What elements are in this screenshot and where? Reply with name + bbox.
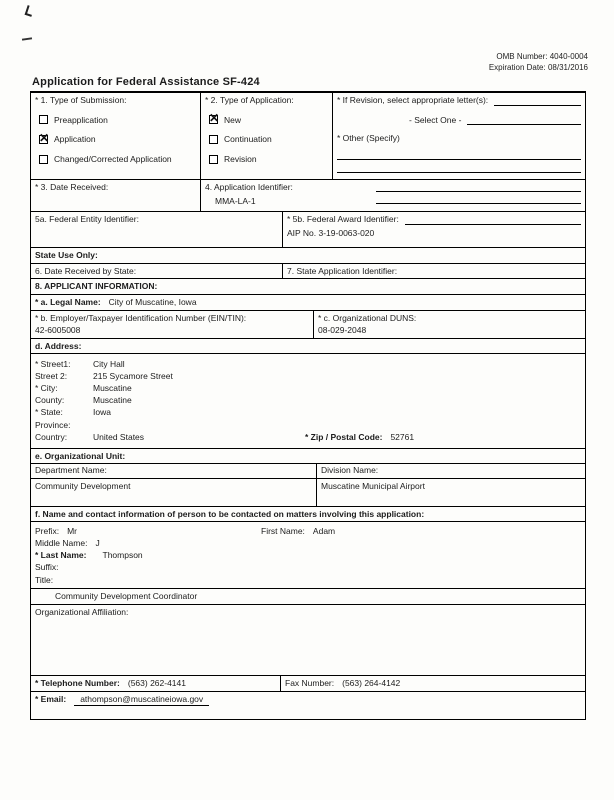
- revision-select[interactable]: - Select One -: [409, 114, 462, 125]
- row-address-header: [31, 339, 585, 355]
- province-label: Province:: [35, 419, 71, 430]
- checkbox-application[interactable]: [39, 131, 196, 146]
- fax-value: (563) 264-4142: [342, 678, 401, 689]
- prefix-value: Mr: [67, 525, 78, 536]
- checkbox-label: Application: [54, 134, 96, 145]
- type-of-application-cell: [201, 93, 333, 179]
- country-label: Country:: [35, 431, 68, 442]
- row-type: [31, 93, 585, 180]
- middle-name-value: J: [95, 537, 100, 548]
- telephone-label: * Telephone Number:: [35, 678, 120, 689]
- form-table: [30, 93, 586, 720]
- row-org-unit-header: [31, 449, 585, 465]
- row-ein-duns: [31, 311, 585, 339]
- title-value: Community Development Coordinator: [55, 590, 198, 601]
- city-value: Muscatine: [93, 383, 132, 394]
- fax-label: Fax Number:: [285, 678, 335, 689]
- legal-name-cell: [31, 295, 585, 310]
- country-value: United States: [93, 431, 145, 442]
- checkbox-mark: ✕: [209, 111, 220, 126]
- middle-name-label: Middle Name:: [35, 537, 88, 548]
- checkbox-new[interactable]: [209, 111, 328, 126]
- expiration-date: Expiration Date: 08/31/2016: [488, 62, 588, 72]
- blank-line: [337, 163, 581, 173]
- row-state-use-only: [31, 248, 585, 264]
- county-value: Muscatine: [93, 395, 132, 406]
- ein-label: * b. Employer/Taxpayer Identification Number (EIN/TIN):: [35, 312, 247, 323]
- email-label: * Email:: [35, 693, 67, 704]
- org-affiliation-label: Organizational Affiliation:: [35, 606, 129, 617]
- middle-name-line: [35, 538, 581, 549]
- federal-entity-identifier-cell: [31, 212, 283, 247]
- contact-section-label: f. Name and contact information of person to be contacted on matters involving this application:: [35, 508, 425, 519]
- county-label: County:: [35, 395, 65, 406]
- checkbox-label: Changed/Corrected Application: [54, 153, 172, 164]
- first-name-group: [261, 526, 581, 537]
- contact-block: [31, 522, 585, 719]
- scan-artifact: [25, 5, 35, 17]
- checkbox[interactable]: [209, 135, 218, 144]
- prefix-line: [35, 526, 581, 537]
- checkbox-label: New: [224, 114, 242, 125]
- division-cell: [317, 464, 585, 505]
- first-name-value: Adam: [312, 525, 336, 536]
- row-state-received: [31, 264, 585, 280]
- org-affiliation-value: [31, 619, 585, 675]
- legal-name-label: * a. Legal Name:: [35, 296, 101, 307]
- prefix-label: Prefix:: [35, 525, 60, 536]
- checkbox-label: Revision: [224, 153, 257, 164]
- type-of-submission-label: * 1. Type of Submission:: [35, 95, 127, 105]
- last-name-value: Thompson: [102, 550, 143, 560]
- type-of-application-label: * 2. Type of Application:: [205, 95, 294, 105]
- ein-cell: [31, 311, 314, 338]
- row-legal-name: [31, 295, 585, 311]
- last-name-line: [35, 550, 581, 561]
- blank-line: [467, 115, 581, 125]
- checkbox-revision[interactable]: [209, 154, 328, 165]
- scan-artifact: [22, 37, 32, 40]
- blank-line: [405, 215, 581, 225]
- date-received-by-state-cell: [31, 264, 283, 279]
- row-email: [31, 692, 585, 719]
- row-applicant-information: [31, 279, 585, 295]
- federal-award-identifier-label: * 5b. Federal Award Identifier:: [287, 214, 399, 224]
- blank-line: [337, 150, 581, 160]
- city-line: [35, 383, 581, 394]
- street2-line: [35, 371, 581, 382]
- blank-line: [494, 96, 581, 106]
- blank-line: [376, 182, 581, 192]
- revision-label: * If Revision, select appropriate letter(s):: [337, 95, 489, 105]
- suffix-line: [35, 562, 581, 573]
- department-label: Department Name:: [31, 464, 316, 479]
- zip-label: * Zip / Postal Code:: [305, 431, 383, 442]
- zip-group: [305, 432, 581, 443]
- applicant-information-label: 8. APPLICANT INFORMATION:: [35, 281, 158, 292]
- checkbox-preapplication[interactable]: [39, 115, 196, 126]
- division-label: Division Name:: [317, 464, 585, 479]
- address-section-label: d. Address:: [35, 340, 82, 351]
- telephone-cell: [31, 676, 281, 691]
- last-name-label: * Last Name:: [35, 550, 87, 560]
- division-value: Muscatine Municipal Airport: [321, 481, 425, 491]
- duns-cell: [314, 311, 585, 338]
- form-title: Application for Federal Assistance SF-424: [30, 76, 586, 93]
- checkbox-label: Continuation: [224, 134, 272, 145]
- department-cell: [31, 464, 317, 505]
- checkbox[interactable]: [209, 111, 220, 126]
- checkbox-label: Preapplication: [54, 114, 108, 125]
- state-line: [35, 407, 581, 418]
- street1-line: [35, 359, 581, 370]
- row-address: [31, 354, 585, 448]
- checkbox-changed-corrected[interactable]: [39, 154, 196, 165]
- street1-value: City Hall: [93, 358, 125, 369]
- checkbox[interactable]: [39, 155, 48, 164]
- city-label: * City:: [35, 383, 58, 394]
- row-telephone-fax: [31, 675, 585, 692]
- county-line: [35, 395, 581, 406]
- province-line: [35, 420, 581, 431]
- type-of-submission-cell: [31, 93, 201, 179]
- fax-cell: [281, 676, 585, 691]
- street1-label: * Street1:: [35, 358, 71, 369]
- state-use-only-label: State Use Only:: [35, 250, 98, 260]
- email-cell: [31, 692, 585, 719]
- blank-line: [376, 194, 581, 204]
- street2-value: 215 Sycamore Street: [93, 371, 173, 381]
- application-identifier-value: MMA-LA-1: [215, 195, 256, 206]
- legal-name-value: City of Muscatine, Iowa: [108, 296, 197, 307]
- duns-value: 08-029-2048: [318, 325, 367, 336]
- street2-label: Street 2:: [35, 371, 68, 381]
- checkbox-mark: ✕: [39, 131, 50, 146]
- state-value: Iowa: [93, 407, 111, 418]
- department-value: Community Development: [35, 481, 131, 491]
- address-block: [31, 354, 585, 447]
- row-federal-identifiers: [31, 212, 585, 248]
- federal-award-identifier-value: AIP No. 3-19-0063-020: [287, 227, 375, 238]
- first-name-label: First Name:: [261, 525, 305, 536]
- telephone-value: (563) 262-4141: [127, 678, 186, 689]
- org-unit-section-label: e. Organizational Unit:: [35, 450, 126, 461]
- omb-number: OMB Number: 4040-0004: [496, 52, 588, 61]
- state-label: * State:: [35, 407, 63, 418]
- org-affiliation-block: [31, 604, 585, 676]
- ein-value: 42-6005008: [35, 325, 81, 336]
- title-label: Title:: [31, 574, 585, 589]
- checkbox-continuation[interactable]: [209, 134, 328, 145]
- checkbox[interactable]: [39, 131, 50, 146]
- application-identifier-label: 4. Application Identifier:: [205, 182, 293, 192]
- row-contact: [31, 522, 585, 719]
- date-received-cell: [31, 180, 201, 211]
- date-received-by-state-label: 6. Date Received by State:: [35, 265, 137, 276]
- state-application-identifier-cell: [283, 264, 585, 279]
- revision-cell: [333, 93, 585, 179]
- state-application-identifier-label: 7. State Application Identifier:: [287, 265, 398, 276]
- application-identifier-cell: [201, 180, 585, 211]
- federal-entity-identifier-label: 5a. Federal Entity Identifier:: [35, 214, 139, 224]
- checkbox[interactable]: [209, 155, 218, 164]
- duns-label: * c. Organizational DUNS:: [318, 312, 417, 323]
- row-department-division: [31, 464, 585, 506]
- row-date-received: [31, 180, 585, 212]
- federal-award-identifier-cell: [283, 212, 585, 247]
- omb-block: [489, 52, 588, 74]
- suffix-label: Suffix:: [35, 562, 59, 573]
- row-contact-header: [31, 507, 585, 523]
- date-received-label: * 3. Date Received:: [35, 182, 109, 192]
- country-line: [35, 432, 581, 443]
- checkbox[interactable]: [39, 115, 48, 124]
- other-specify-label: * Other (Specify): [337, 133, 400, 144]
- email-value: athompson@muscatineiowa.gov: [74, 694, 209, 707]
- sf424-form: [30, 76, 586, 720]
- zip-value: 52761: [390, 431, 415, 442]
